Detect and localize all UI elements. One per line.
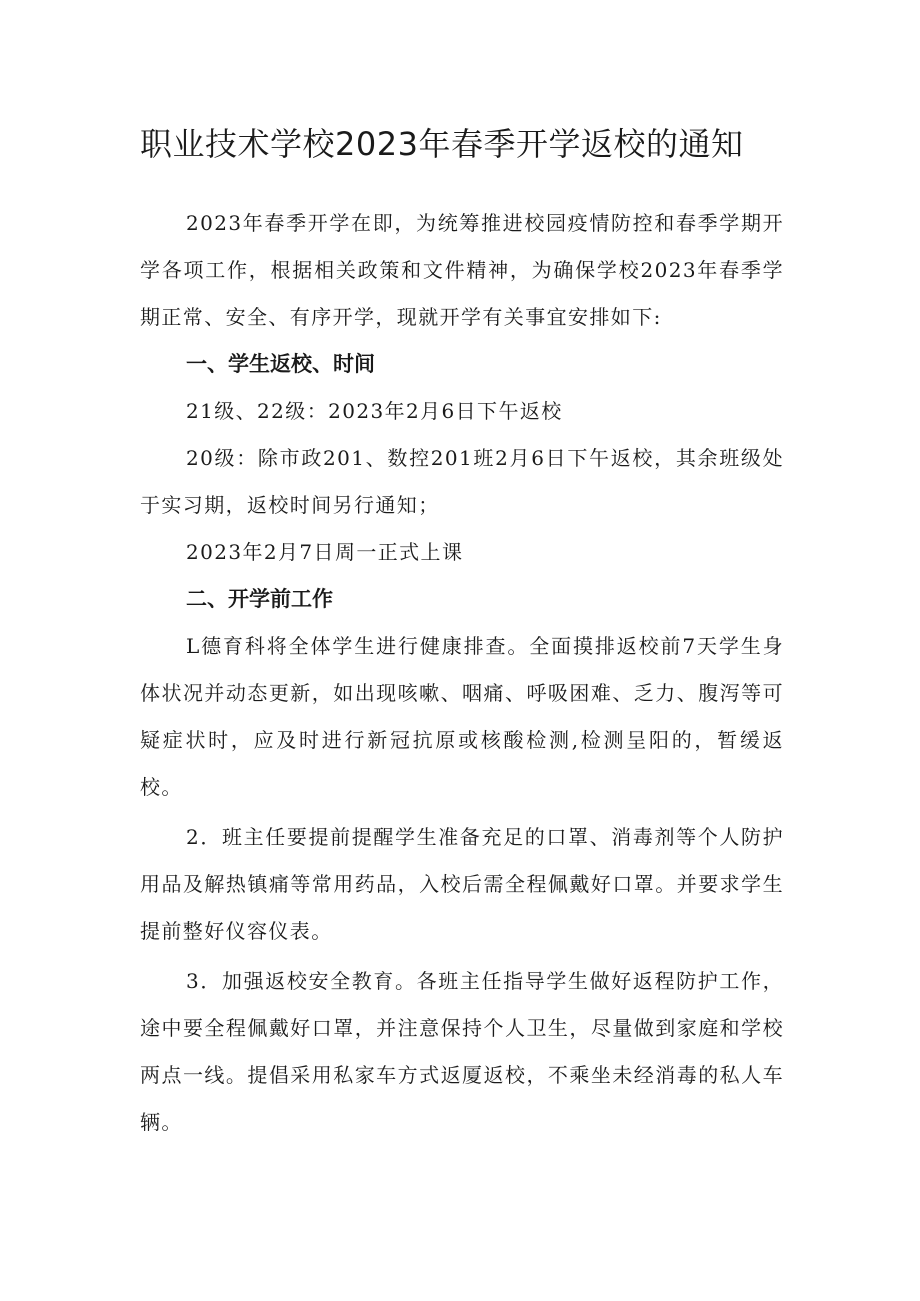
- document-body: [140, 200, 784, 1146]
- section-heading-pre-school-work: 二、开学前工作: [186, 587, 333, 611]
- class-start-date: 2023年2月7日周一正式上课: [186, 540, 464, 564]
- pre-school-item-2: 2．班主任要提前提醒学生准备充足的口罩、消毒剂等个人防护用品及解热镇痛等常用药品，入校后需全程佩戴好口罩。并要求学生提前整好仪容仪表。: [140, 825, 784, 943]
- pre-school-item-3: 3．加强返校安全教育。各班主任指导学生做好返程防护工作，途中要全程佩戴好口罩，并注意保持个人卫生，尽量做到家庭和学校两点一线。提倡采用私家车方式返厦返校，不乘坐未经消毒的私人车辆。: [140, 969, 784, 1134]
- pre-school-item-1: L德育科将全体学生进行健康排查。全面摸排返校前7天学生身体状况并动态更新，如出现咳嗽、咽痛、呼吸困难、乏力、腹泻等可疑症状时，应及时进行新冠抗原或核酸检测,检测呈阳的，暂缓返校。: [140, 634, 784, 799]
- return-time-grade-21-22: 21级、22级：2023年2月6日下午返校: [186, 399, 563, 423]
- document-title: 职业技术学校2023年春季开学返校的通知: [140, 125, 744, 163]
- section-heading-return-time: 一、学生返校、时间: [186, 352, 375, 376]
- return-time-grade-20: 20级：除市政201、数控201班2月6日下午返校，其余班级处于实习期，返校时间另行通知；: [140, 446, 784, 517]
- intro-paragraph: 2023年春季开学在即，为统筹推进校园疫情防控和春季学期开学各项工作，根据相关政策和文件精神，为确保学校2023年春季学期正常、安全、有序开学，现就开学有关事宜安排如下:: [140, 211, 784, 329]
